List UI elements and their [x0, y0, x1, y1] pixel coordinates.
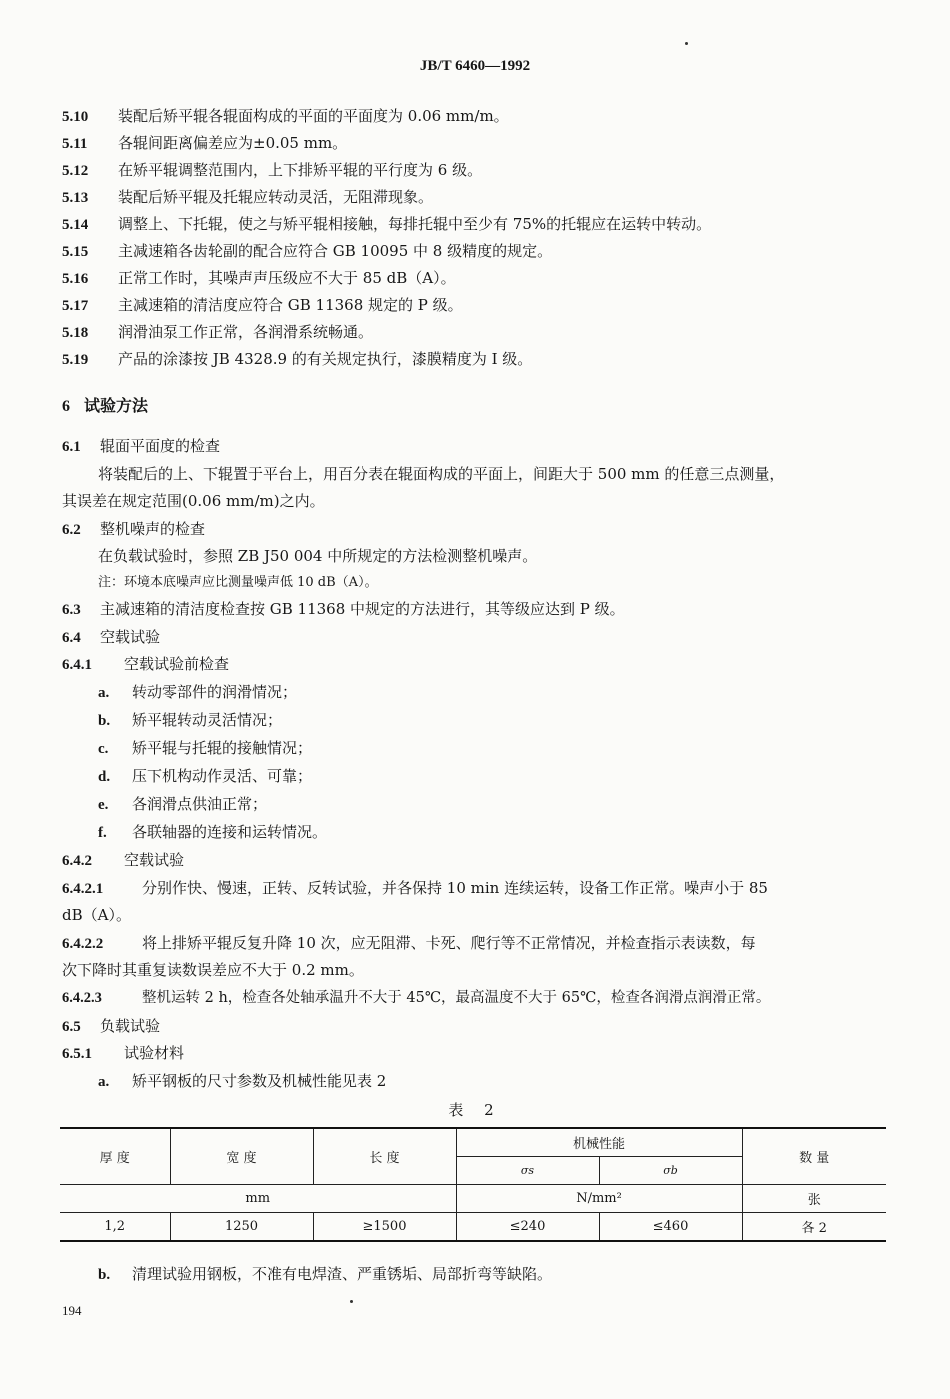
clause-6-4-2-3: 6.4.2.3 整机运转 2 h，检查各处轴承温升不大于 45℃，最高温度不大于 65℃，检查各润滑点润滑正常。 — [62, 990, 771, 1006]
clause-6-3: 6.3 主减速箱的清洁度检查按 GB 11368 中规定的方法进行，其等级应达到 P 级。 — [62, 600, 625, 618]
clause-5-10: 5.10 装配后矫平辊各辊面构成的平面的平面度为 0.06 mm/m。 — [62, 107, 509, 125]
clause-6-4-2-2: 6.4.2.2 将上排矫平辊反复升降 10 次，应无阻滞、卡死、爬行等不正常情况，并检查指示表读数，每 — [62, 934, 756, 952]
header-quantity: 数 量 — [742, 1128, 886, 1185]
clause-5-19: 5.19 产品的涂漆按 JB 4328.9 的有关规定执行，漆膜精度为 I 级。 — [62, 350, 533, 368]
clause-5-15: 5.15 主减速箱各齿轮副的配合应符合 GB 10095 中 8 级精度的规定。 — [62, 242, 553, 260]
clause-6-4-1: 6.4.1 空载试验前检查 — [62, 655, 230, 673]
list-item-material-a: a. 矫平钢板的尺寸参数及机械性能见表 2 — [98, 1072, 387, 1090]
clause-6-1: 6.1 辊面平面度的检查 — [62, 437, 221, 455]
list-item-c: c. 矫平辊与托辊的接触情况； — [98, 739, 313, 757]
clause-5-16: 5.16 正常工作时，其噪声声压级应不大于 85 dB（A）。 — [62, 269, 456, 287]
clause-6-2-note: 注：环境本底噪声应比测量噪声低 10 dB（A）。 — [98, 575, 378, 590]
cell-quantity: 各 2 — [742, 1213, 886, 1242]
cell-sigma-b: ≤460 — [599, 1213, 742, 1242]
clause-6-4-2-1: 6.4.2.1 分别作快、慢速，正转、反转试验，并各保持 10 min 连续运转，设备工作正常。噪声小于 85 — [62, 879, 768, 897]
clause-5-17: 5.17 主减速箱的清洁度应符合 GB 11368 规定的 P 级。 — [62, 296, 463, 314]
clause-6-1-body-1: 将装配后的上、下辊置于平台上，用百分表在辊面构成的平面上，间距大于 500 mm 的任意三点测量， — [98, 465, 785, 483]
cell-sigma-s: ≤240 — [456, 1213, 599, 1242]
clause-6-4-2-2-cont: 次下降时其重复读数误差应不大于 0.2 mm。 — [62, 961, 364, 979]
page-number: 194 — [62, 1303, 82, 1318]
clause-6-2-body: 在负载试验时，参照 ZB J50 004 中所规定的方法检测整机噪声。 — [98, 547, 538, 565]
cell-thickness: 1,2 — [60, 1213, 170, 1242]
cell-length: ≥1500 — [313, 1213, 456, 1242]
scan-speck — [685, 42, 688, 45]
clause-5-13: 5.13 装配后矫平辊及托辊应转动灵活，无阻滞现象。 — [62, 188, 434, 206]
clause-6-1-body-2: 其误差在规定范围(0.06 mm/m)之内。 — [62, 492, 325, 510]
header-width: 宽 度 — [170, 1128, 313, 1185]
standard-header: JB/T 6460—1992 — [419, 58, 531, 74]
clause-5-18: 5.18 润滑油泵工作正常，各润滑系统畅通。 — [62, 323, 374, 341]
header-sigma-b: σb — [599, 1157, 742, 1185]
list-item-a: a. 转动零部件的润滑情况； — [98, 683, 298, 701]
clause-5-14: 5.14 调整上、下托辊，使之与矫平辊相接触，每排托辊中至少有 75%的托辊应在运转中转动。 — [62, 215, 712, 233]
list-item-e: e. 各润滑点供油正常； — [98, 795, 268, 813]
clause-6-2: 6.2 整机噪声的检查 — [62, 520, 206, 538]
list-item-b: b. 矫平辊转动灵活情况； — [98, 711, 283, 729]
clause-5-11: 5.11 各辊间距离偏差应为±0.05 mm。 — [62, 134, 348, 152]
clause-6-5: 6.5 负载试验 — [62, 1017, 161, 1035]
list-item-material-b: b. 清理试验用钢板，不准有电焊渣、严重锈垢、局部折弯等缺陷。 — [98, 1265, 553, 1283]
clause-6-4: 6.4 空载试验 — [62, 628, 161, 646]
unit-stress: N/mm² — [456, 1185, 742, 1213]
scan-speck — [350, 1300, 353, 1303]
clause-5-12: 5.12 在矫平辊调整范围内，上下排矫平辊的平行度为 6 级。 — [62, 161, 483, 179]
clause-6-4-2-1-cont: dB（A）。 — [62, 906, 131, 924]
cell-width: 1250 — [170, 1213, 313, 1242]
header-sigma-s: σs — [456, 1157, 599, 1185]
header-thickness: 厚 度 — [60, 1128, 170, 1185]
unit-mm: mm — [60, 1185, 456, 1213]
header-mechanical: 机械性能 — [456, 1128, 742, 1157]
header-length: 长 度 — [313, 1128, 456, 1185]
unit-count: 张 — [742, 1185, 886, 1213]
section-6-heading: 6 试验方法 — [62, 396, 149, 415]
table-caption: 表 2 — [448, 1101, 502, 1119]
list-item-d: d. 压下机构动作灵活、可靠； — [98, 767, 313, 785]
clause-6-5-1: 6.5.1 试验材料 — [62, 1044, 185, 1062]
list-item-f: f. 各联轴器的连接和运转情况。 — [98, 823, 328, 841]
clause-6-4-2: 6.4.2 空载试验 — [62, 851, 185, 869]
steel-plate-spec-table — [60, 1127, 886, 1242]
